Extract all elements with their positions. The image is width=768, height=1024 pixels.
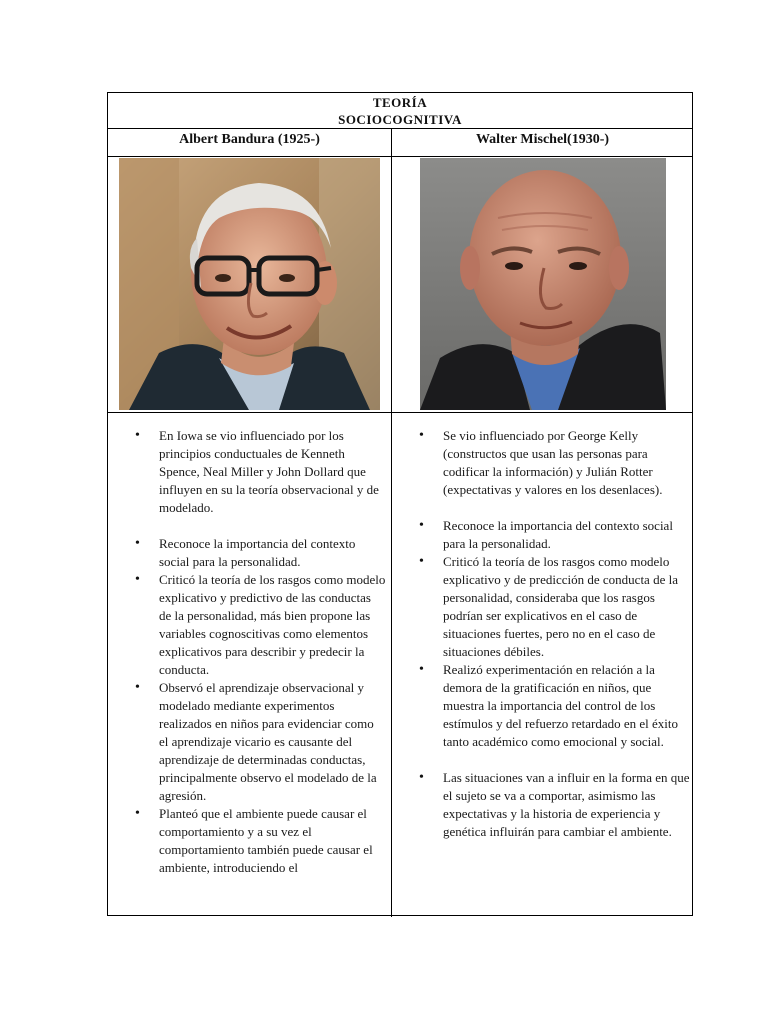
table-title bbox=[108, 93, 692, 129]
photo-row bbox=[108, 156, 692, 413]
bandura-bullet-list bbox=[108, 427, 386, 877]
list-item: • Criticó la teoría de los rasgos como modelo explicativo y predictivo de las conductas de la personalidad, más bien propone las variables cognoscitivas como elementos explicativos para describir y predecir la conducta. bbox=[108, 571, 386, 679]
mischel-portrait bbox=[420, 158, 666, 410]
mischel-bullet-list bbox=[392, 427, 690, 841]
list-item: • Reconoce la importancia del contexto social para la personalidad. bbox=[392, 517, 690, 553]
list-item: • Realizó experimentación en relación a la demora de la gratificación en niños, que muestra la importancia del control de los estímulos y del refuerzo retardado en el éxito tanto académico como emocional y social. bbox=[392, 661, 690, 751]
header-mischel: Walter Mischel(1930-) bbox=[475, 132, 610, 147]
title-line-1: TEORÍA bbox=[372, 95, 428, 110]
bandura-column bbox=[108, 427, 386, 877]
list-item: • En Iowa se vio influenciado por los principios conductuales de Kenneth Spence, Neal Miller y John Dollard que influyen en su la teoría observacional y de modelado. bbox=[108, 427, 386, 517]
mischel-column bbox=[392, 427, 690, 841]
list-item: • Reconoce la importancia del contexto social para la personalidad. bbox=[108, 535, 386, 571]
list-item: • Se vio influenciado por George Kelly (constructos que usan las personas para codificar la información) y Julián Rotter (expectativas y valores en los desenlaces). bbox=[392, 427, 690, 499]
list-item: • Criticó la teoría de los rasgos como modelo explicativo y de predicción de conducta de la personalidad, consideraba que los rasgos podrían ser explicativos en el caso de situaciones fuertes, pero no en el caso de situaciones débiles. bbox=[392, 553, 690, 661]
list-item: • Las situaciones van a influir en la forma en que el sujeto se va a comportar, asimismo las expectativas y la historia de experiencia y genética influirán para cambiar el ambiente. bbox=[392, 769, 690, 841]
header-row bbox=[108, 129, 692, 157]
list-item: • Planteó que el ambiente puede causar el comportamiento y a su vez el comportamiento también puede causar el ambiente, introduciendo el bbox=[108, 805, 386, 877]
bandura-portrait bbox=[119, 158, 380, 410]
list-item: • Observó el aprendizaje observacional y modelado mediante experimentos realizados en niños para evidenciar como el aprendizaje vicario es causante del aprendizaje de determinadas conductas, principalmente observo el modelado de la agresión. bbox=[108, 679, 386, 805]
comparison-table bbox=[107, 92, 693, 916]
header-bandura: Albert Bandura (1925-) bbox=[179, 132, 320, 147]
title-line-2: SOCIOCOGNITIVA bbox=[338, 112, 462, 127]
